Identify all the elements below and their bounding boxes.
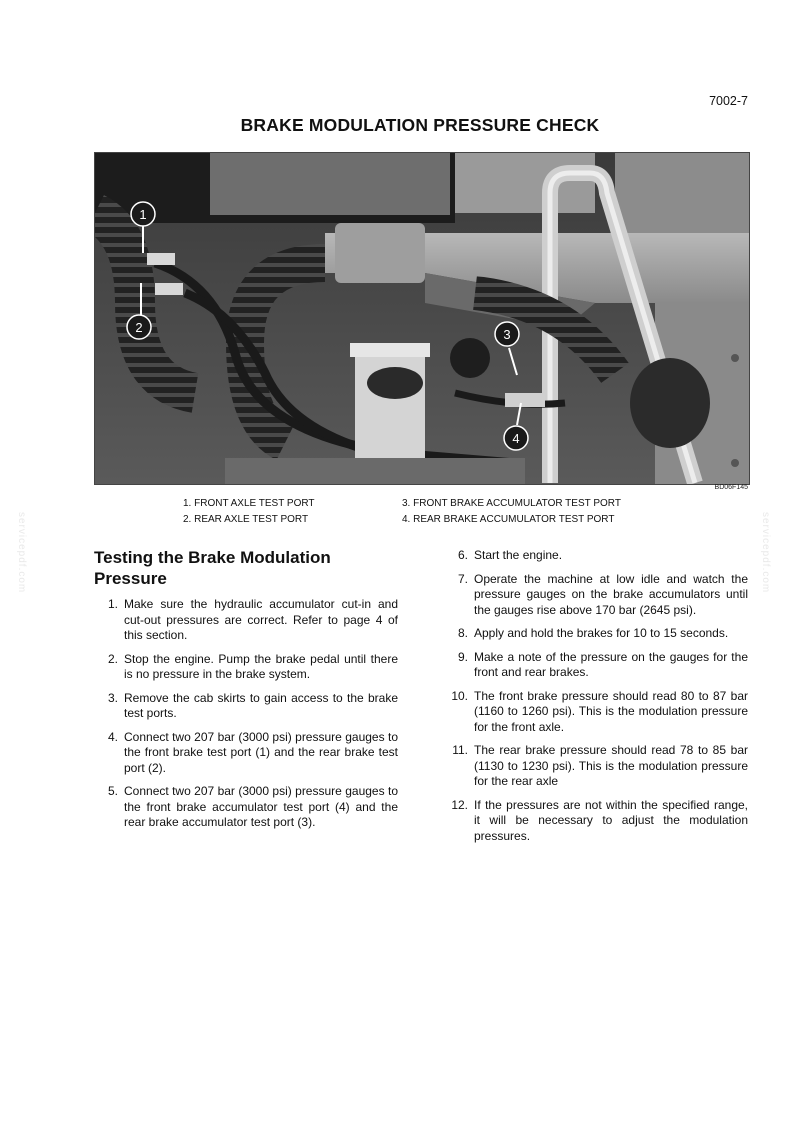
svg-text:4: 4	[512, 431, 520, 446]
step-text: If the pressures are not within the specified range, it will be necessary to adjust the modulation pressures.	[474, 797, 748, 843]
legend-left	[183, 496, 315, 528]
steps-right-column	[442, 548, 748, 852]
step-number: 1.	[107, 597, 118, 611]
step-text: Remove the cab skirts to gain access to the brake test ports.	[124, 690, 398, 720]
steps-left-column	[94, 597, 398, 839]
step-item	[94, 784, 398, 831]
step-number: 12.	[451, 797, 468, 812]
step-number: 10.	[451, 688, 468, 703]
legend-item-4: 4. REAR BRAKE ACCUMULATOR TEST PORT	[402, 514, 615, 525]
section-title: Testing the Brake Modulation Pressure	[94, 548, 331, 588]
step-text: The rear brake pressure should read 78 to 85 bar (1130 to 1230 psi). This is the modulation pressure for the rear axle	[474, 743, 748, 788]
svg-text:1: 1	[139, 207, 147, 222]
step-item	[442, 626, 748, 642]
callout-2	[127, 315, 151, 339]
watermark-right: servicepdf.com	[760, 512, 771, 594]
legend-item-3: 3. FRONT BRAKE ACCUMULATOR TEST PORT	[402, 498, 621, 509]
step-text: Connect two 207 bar (3000 psi) pressure gauges to the front brake accumulator test port (4) and the rear brake accumulator test port (3).	[124, 784, 398, 829]
legend-item-2: 2. REAR AXLE TEST PORT	[183, 514, 309, 525]
step-number: 6.	[457, 548, 468, 562]
step-text: Make sure the hydraulic accumulator cut-in and cut-out pressures are correct. Refer to page 4 of this section.	[124, 597, 398, 642]
machine-photo	[94, 152, 750, 485]
step-text: The front brake pressure should read 80 to 87 bar (1160 to 1260 psi). This is the modulation pressure for the front axle.	[474, 688, 748, 734]
step-text: Apply and hold the brakes for 10 to 15 seconds.	[474, 626, 729, 640]
legend-right	[402, 496, 621, 528]
photo-illustration	[95, 153, 749, 484]
step-item	[442, 548, 748, 564]
step-item	[442, 743, 748, 790]
legend-item-1: 1. FRONT AXLE TEST PORT	[183, 498, 315, 509]
step-text: Operate the machine at low idle and watch the pressure gauges on the brake accumulators until the gauges rise above 170 bar (2645 psi).	[474, 571, 748, 617]
step-text: Stop the engine. Pump the brake pedal until there is no pressure in the brake system.	[124, 651, 398, 681]
step-item	[442, 572, 748, 619]
step-text: Connect two 207 bar (3000 psi) pressure gauges to the front brake test port (1) and the rear brake test port (2).	[124, 729, 398, 775]
step-text: Make a note of the pressure on the gauges for the front and rear brakes.	[474, 649, 748, 679]
step-number: 8.	[457, 626, 468, 640]
figure-code: BD06F145	[714, 484, 748, 491]
page-title: BRAKE MODULATION PRESSURE CHECK	[240, 115, 600, 135]
step-number: 11.	[452, 743, 468, 757]
svg-text:2: 2	[135, 320, 143, 335]
callout-1	[131, 202, 155, 226]
step-item	[442, 798, 748, 845]
callout-3	[495, 322, 519, 346]
step-number: 3.	[107, 690, 118, 705]
step-item	[94, 597, 398, 644]
watermark-left: servicepdf.com	[16, 512, 27, 594]
step-text: Start the engine.	[474, 548, 563, 562]
step-item	[94, 652, 398, 683]
step-number: 5.	[107, 784, 118, 798]
step-number: 9.	[457, 649, 468, 664]
step-item	[94, 730, 398, 777]
step-number: 4.	[107, 729, 118, 744]
step-item	[442, 650, 748, 681]
step-item	[442, 689, 748, 736]
svg-text:3: 3	[503, 327, 511, 342]
step-number: 7.	[457, 571, 468, 586]
step-number: 2.	[107, 651, 118, 666]
page-number: 7002-7	[709, 94, 748, 108]
callout-4	[504, 426, 528, 450]
step-item	[94, 691, 398, 722]
